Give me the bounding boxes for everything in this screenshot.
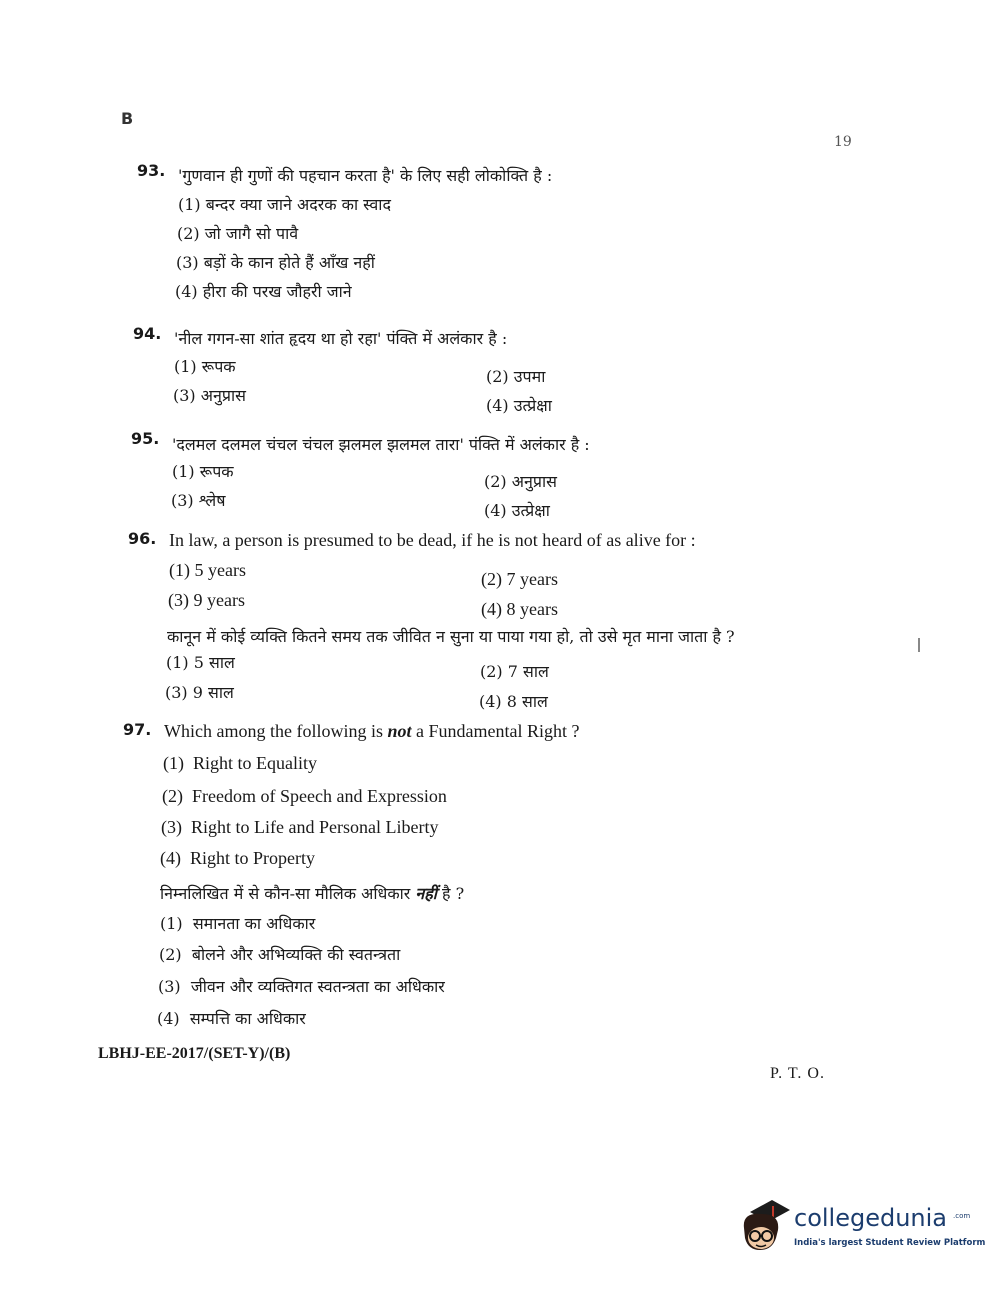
option-number: (4) [484,501,507,520]
question-number: 94. [133,324,162,343]
option [176,251,375,273]
option-text: Right to Property [190,848,315,868]
set-letter: B [121,109,134,128]
option-text: 9 साल [192,683,234,702]
page-number: 19 [834,134,852,150]
option-text: बन्दर क्या जाने अदरक का स्वाद [205,195,391,214]
option-text: अनुप्रास [511,472,557,491]
option [481,569,558,590]
logo-tagline: India's largest Student Review Platform [794,1238,986,1248]
option-number: (3) [161,817,182,837]
question-number: 97. [123,720,152,739]
question-text: 'नील गगन-सा शांत हृदय था हो रहा' पंक्ति में अलंकार है : [174,329,508,348]
option [161,817,438,838]
question-text-hindi: कानून में कोई व्यक्ति कितने समय तक जीवित न सुना या पाया गया हो, तो उसे मृत माना जाता है ? [167,627,735,646]
option-text: उत्प्रेक्षा [511,501,550,520]
option-number: (4) [479,692,502,711]
option-text: रूपक [199,462,234,481]
option [486,365,545,387]
option-number: (2) [481,569,502,589]
option-text: 7 years [506,569,558,589]
option-number: (3) [158,977,181,996]
option-number: (1) [166,653,189,672]
paper-code: LBHJ-EE-2017/(SET-Y)/(B) [98,1045,291,1062]
option [160,848,315,869]
option-number: (1) [163,753,184,773]
question-number: 96. [128,529,157,548]
question-text: In law, a person is presumed to be dead, if he is not heard of as alive for : [169,530,696,550]
option-number: (4) [157,1009,180,1028]
option [486,394,552,416]
option [169,560,246,581]
option [165,681,234,703]
option [166,651,235,673]
option [479,690,548,712]
option [168,590,245,611]
option-number: (1) [178,195,201,214]
option-number: (3) [165,683,188,702]
question-text: 'गुणवान ही गुणों की पहचान करता है' के लिए सही लोकोक्ति है : [178,166,553,185]
pto-label: P. T. O. [770,1065,825,1082]
option-text: जीवन और व्यक्तिगत स्वतन्त्रता का अधिकार [190,977,445,996]
collegedunia-logo [736,1198,986,1258]
option [163,753,317,774]
scan-mark [918,638,920,652]
option-text: अनुप्रास [200,386,246,405]
logo-com: .com [953,1212,971,1220]
option [480,660,549,682]
option-text: सम्पत्ति का अधिकार [189,1009,306,1028]
option-text: समानता का अधिकार [192,914,316,933]
question-text: 'दलमल दलमल चंचल चंचल झलमल झलमल तारा' पंक्ति में अलंकार है : [172,435,590,454]
option [158,975,445,997]
option-number: (3) [173,386,196,405]
emphasis-nahin: नहीं [415,884,437,903]
option [175,280,352,302]
option [171,489,225,511]
option [162,786,447,807]
option [178,193,391,215]
option-number: (2) [177,224,200,243]
option-text: जो जागै सो पावै [204,224,299,243]
option-number: (4) [486,396,509,415]
emphasis-not: not [387,721,412,741]
option-number: (2) [484,472,507,491]
question-number: 93. [137,161,166,180]
option [159,943,400,965]
option-number: (3) [168,590,189,610]
option-number: (2) [486,367,509,386]
option [174,355,236,377]
option-number: (1) [169,560,190,580]
option-text: बड़ों के कान होते हैं आँख नहीं [203,253,375,272]
option-text: हीरा की परख जौहरी जाने [202,282,352,301]
option [173,384,246,406]
logo-wordmark: collegedunia [794,1204,948,1232]
option [484,499,550,521]
option-text: उत्प्रेक्षा [513,396,552,415]
question-text: Which among the following is not a Fundamental Right ? [164,721,580,741]
option-text: उपमा [513,367,546,386]
option-text: बोलने और अभिव्यक्ति की स्वतन्त्रता [191,945,401,964]
option-text: श्लेष [198,491,226,510]
option [160,912,315,934]
option-text: 8 साल [506,692,548,711]
option [484,470,557,492]
option-text: रूपक [201,357,236,376]
option-number: (3) [171,491,194,510]
option-number: (2) [159,945,182,964]
option-text: 5 साल [193,653,235,672]
option [157,1007,306,1029]
option-number: (3) [176,253,199,272]
option [481,599,558,620]
option-number: (4) [481,599,502,619]
option-text: 7 साल [507,662,549,681]
option-text: Right to Equality [193,753,317,773]
option [177,222,298,244]
option-text: Right to Life and Personal Liberty [191,817,439,837]
option-number: (4) [160,848,181,868]
option-number: (2) [480,662,503,681]
question-number: 95. [131,429,160,448]
option-number: (1) [172,462,195,481]
option-number: (1) [160,914,183,933]
option-number: (1) [174,357,197,376]
option-text: 8 years [506,599,558,619]
question-text-hindi: निम्नलिखित में से कौन-सा मौलिक अधिकार नहीं है ? [160,884,465,903]
mascot-icon [736,1198,792,1258]
option-number: (4) [175,282,198,301]
option-text: 5 years [194,560,246,580]
option-number: (2) [162,786,183,806]
option-text: Freedom of Speech and Expression [192,786,447,806]
option-text: 9 years [193,590,245,610]
option [172,460,234,482]
